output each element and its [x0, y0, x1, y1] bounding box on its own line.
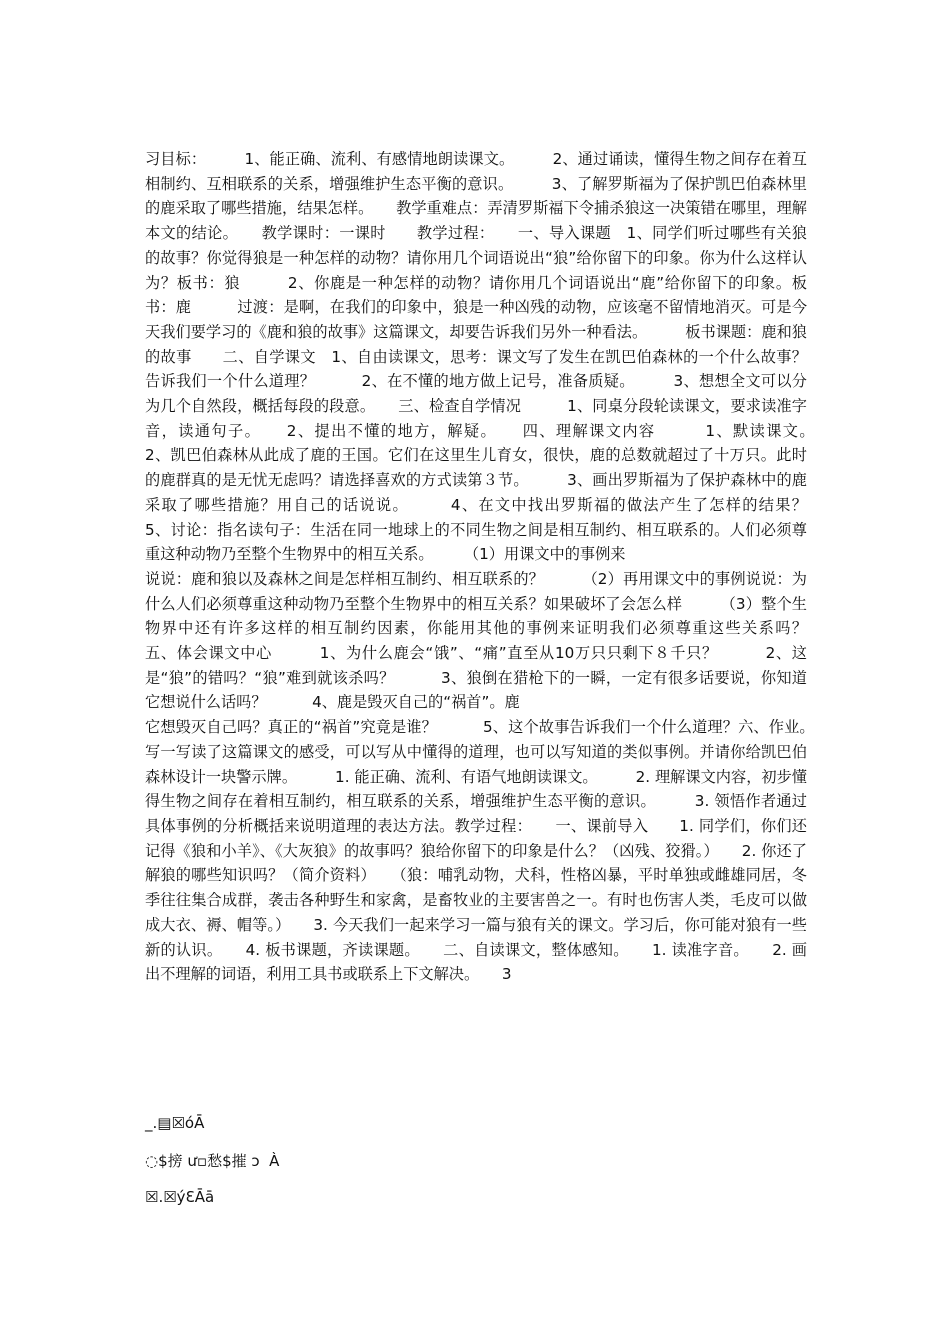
body-paragraph-2: 说说：鹿和狼以及森林之间是怎样相互制约、相互联系的？ （2）再用课文中的事例说说：为什么人们必须尊重这种动物乃至整个生物界中的相互关系？如果破坏了会怎么样 （3）整个生物界中还有许多这样的相互制约因素，你能用其他的事例来证明我们必须尊重这些关系吗？ 五、体会课文中心 1、为什么鹿会“饿”、“痛”直至从10万只只剩下８千只？ 2、这是“狼”的错吗？“狼”难到就该杀吗？ 3、狼倒在猎枪下的一瞬，一定有很多话要说，你知道它想说什么话吗？ 4、鹿是毁灭自己的“祸首”。鹿 [145, 569, 838, 712]
garbled-text-line-2: ◌$搒 ư▫愁$摧 ɔ À [145, 1152, 280, 1170]
body-paragraph-1: 习目标： 1、能正确、流利、有感情地朗读课文。 2、通过诵读，懂得生物之间存在着互相制约、互相联系的关系，增强维护生态平衡的意识。 3、了解罗斯福为了保护凯巴伯森林里的鹿采取了哪些措施，结果怎样。 教学重难点：弄清罗斯福下令捕杀狼这一决策错在哪里，理解本文的结论。 教学课时：一课时 教学过程： 一、导入课题 1、同学们听过哪些有关狼的故事？你觉得狼是一种怎样的动物？请你用几个词语说出“狼”给你留下的印象。你为什么这样认为？板书：狼 2、你鹿是一种怎样的动物？请你用几个词语说出“鹿”给你留下的印象。板书：鹿 过渡：是啊，在我们的印象中，狼是一种凶残的动物，应该毫不留情地消灭。可是今天我们要学习的《鹿和狼的故事》这篇课文，却要告诉我们另外一种看法。 板书课题：鹿和狼的故事 二、自学课文 1、自由读课文，思考：课文写了发生在凯巴伯森林的一个什么故事？告诉我们一个什么道理？ 2、在不懂的地方做上记号，准备质疑。 3、想想全文可以分为几个自然段，概括每段的段意。 三、检查自学情况 1、同桌分段轮读课文，要求读准字音，读通句子。 2、提出不懂的地方，解疑。 四、理解课文内容 1、默读课文。 2、凯巴伯森林从此成了鹿的王国。它们在这里生儿育女，很快，鹿的总数就超过了十万只。此时的鹿群真的是无忧无虑吗？请选择喜欢的方式读第３节。 3、画出罗斯福为了保护森林中的鹿采取了哪些措施？用自己的话说说。 4、在文中找出罗斯福的做法产生了怎样的结果？ 5、讨论：指名读句子：生活在同一地球上的不同生物之间是相互制约、相互联系的。人们必须尊重这种动物乃至整个生物界中的相互关系。 （1）用课文中的事例来 [145, 150, 853, 564]
garbled-text-line-3: ☒.☒ýƐĀā [145, 1188, 215, 1206]
body-paragraph-3: 它想毁灭自己吗？真正的“祸首”究竟是谁？ 5、这个故事告诉我们一个什么道理？六、作业。 写一写读了这篇课文的感受，可以写从中懂得的道理，也可以写知道的类似事例。并请你给凯巴伯森林设计一块警示牌。 1. 能正确、流利、有语气地朗读课文。 2. 理解课文内容，初步懂得生物之间存在着相互制约，相互联系的关系，增强维护生态平衡的意识。 3. 领悟作者通过具体事例的分析概括来说明道理的表达方法。教学过程： 一、课前导入 1. 同学们，你们还记得《狼和小羊》、《大灰狼》的故事吗？狼给你留下的印象是什么？（凶残、狡猾。） 2. 你还了解狼的哪些知识吗？（简介资料） （狼：哺乳动物，犬科，性格凶暴，平时单独或雌雄同居，冬季往往集合成群，袭击各种野生和家禽，是畜牧业的主要害兽之一。有时也伤害人类，毛皮可以做成大衣、褥、帽等。） 3. 今天我们一起来学习一篇与狼有关的课文。学习后，你可能对狼有一些新的认识。 4. 板书课题，齐读课题。 二、自读课文，整体感知。 1. 读准字音。 2. 画出不理解的词语，利用工具书或联系上下文解决。 3 [145, 718, 853, 984]
document-body [145, 147, 853, 987]
garbled-text-line-1: _.▤☒óĀ [145, 1114, 205, 1132]
